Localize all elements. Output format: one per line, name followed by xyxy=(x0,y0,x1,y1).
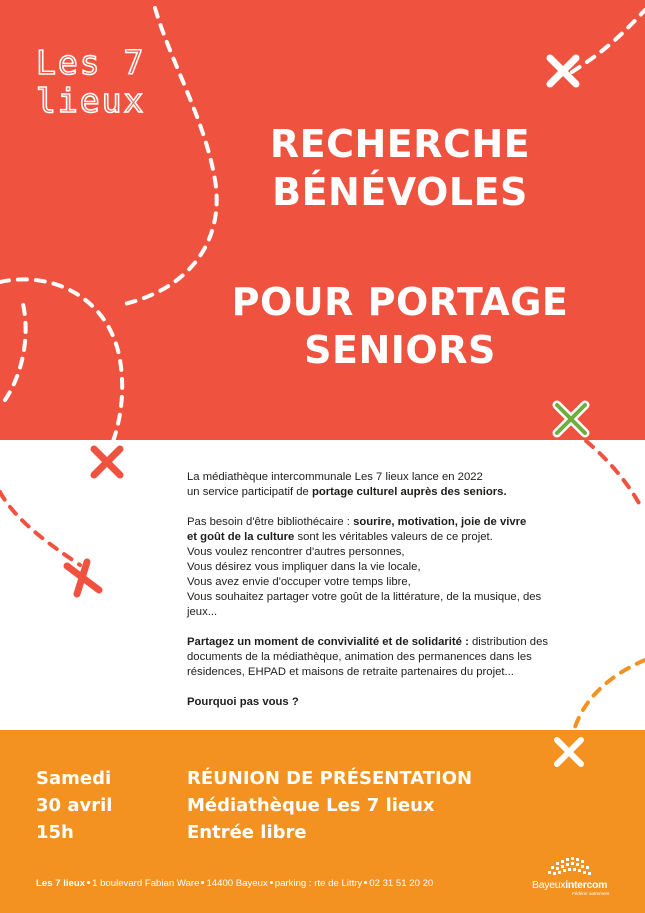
text-line: jeux... xyxy=(187,606,218,618)
event-entry: Entrée libre xyxy=(187,822,307,843)
cross-icon xyxy=(67,562,99,594)
footer-address: 1 boulevard Fabian Ware xyxy=(92,878,200,889)
headline-line-4: SENIORS xyxy=(304,328,496,372)
separator-dot xyxy=(201,881,204,884)
footer-city: 14400 Bayeux xyxy=(206,878,268,889)
paragraph-call-to-action xyxy=(187,695,612,710)
text-line: Vous voulez rencontrer d'autres personnes, xyxy=(187,546,405,558)
headline-line-3: POUR PORTAGE xyxy=(231,280,569,324)
text-emphasis: et goût de la culture xyxy=(187,531,295,543)
bayeux-intercom-logo xyxy=(532,857,622,897)
text-line xyxy=(187,485,612,500)
partner-tagline: Fédérer autrement xyxy=(572,891,610,896)
paragraph-intro xyxy=(187,470,612,500)
text-line: Vous souhaitez partager votre goût de la littérature, de la musique, des xyxy=(187,591,542,603)
logo-line-2: lieux xyxy=(36,81,146,120)
event-title: RÉUNION DE PRÉSENTATION xyxy=(187,768,473,789)
event-day: Samedi xyxy=(36,768,112,789)
footer-contact xyxy=(36,878,433,890)
event-venue: Médiathèque Les 7 lieux xyxy=(187,795,435,816)
separator-dot xyxy=(364,881,367,884)
text-fragment: Pas besoin d'être bibliothécaire : xyxy=(187,516,354,528)
body-text xyxy=(187,470,612,725)
partner-name-bold: intercom xyxy=(565,879,608,891)
event-time: 15h xyxy=(36,822,74,843)
partner-name-light: Bayeux xyxy=(532,879,566,891)
text-line xyxy=(187,635,612,650)
text-line xyxy=(187,515,612,530)
footer-phone: 02 31 51 20 20 xyxy=(369,878,434,889)
text-emphasis: portage culturel auprès des seniors. xyxy=(311,486,507,498)
separator-dot xyxy=(87,881,90,884)
les-7-lieux-logo xyxy=(36,44,146,128)
text-line xyxy=(187,530,612,545)
logo-line-1: Les 7 xyxy=(36,43,146,82)
text-emphasis: sourire, motivation, joie de vivre xyxy=(353,516,527,528)
text-fragment: un service participatif de xyxy=(187,486,312,498)
partner-name xyxy=(532,879,607,891)
footer-name: Les 7 lieux xyxy=(36,878,86,889)
cross-icon xyxy=(94,449,120,475)
event-details xyxy=(187,765,472,846)
text-line: résidences, EHPAD et maisons de retraite partenaires du projet... xyxy=(187,666,514,678)
event-date-value: 30 avril xyxy=(36,795,113,816)
text-emphasis: Partagez un moment de convivialité et de solidarité : xyxy=(187,636,469,648)
event-date xyxy=(36,765,112,846)
text-line: Vous désirez vous impliquer dans la vie locale, xyxy=(187,561,421,573)
text-line: Vous avez envie d'occuper votre temps libre, xyxy=(187,576,411,588)
separator-dot xyxy=(270,881,273,884)
text-fragment: distribution des xyxy=(468,636,548,648)
text-line: La médiathèque intercommunale Les 7 lieux lance en 2022 xyxy=(187,471,483,483)
headline-line-2: BÉNÉVOLES xyxy=(272,170,528,214)
paragraph-activities xyxy=(187,635,612,680)
text-fragment: sont les véritables valeurs de ce projet. xyxy=(294,531,493,543)
paragraph-values xyxy=(187,515,612,620)
headline-line-1: RECHERCHE xyxy=(269,122,531,166)
text-emphasis: Pourquoi pas vous ? xyxy=(187,696,299,708)
footer-parking: parking : rte de Littry xyxy=(274,878,363,889)
text-line: documents de la médiathèque, animation des permanences dans les xyxy=(187,651,532,663)
